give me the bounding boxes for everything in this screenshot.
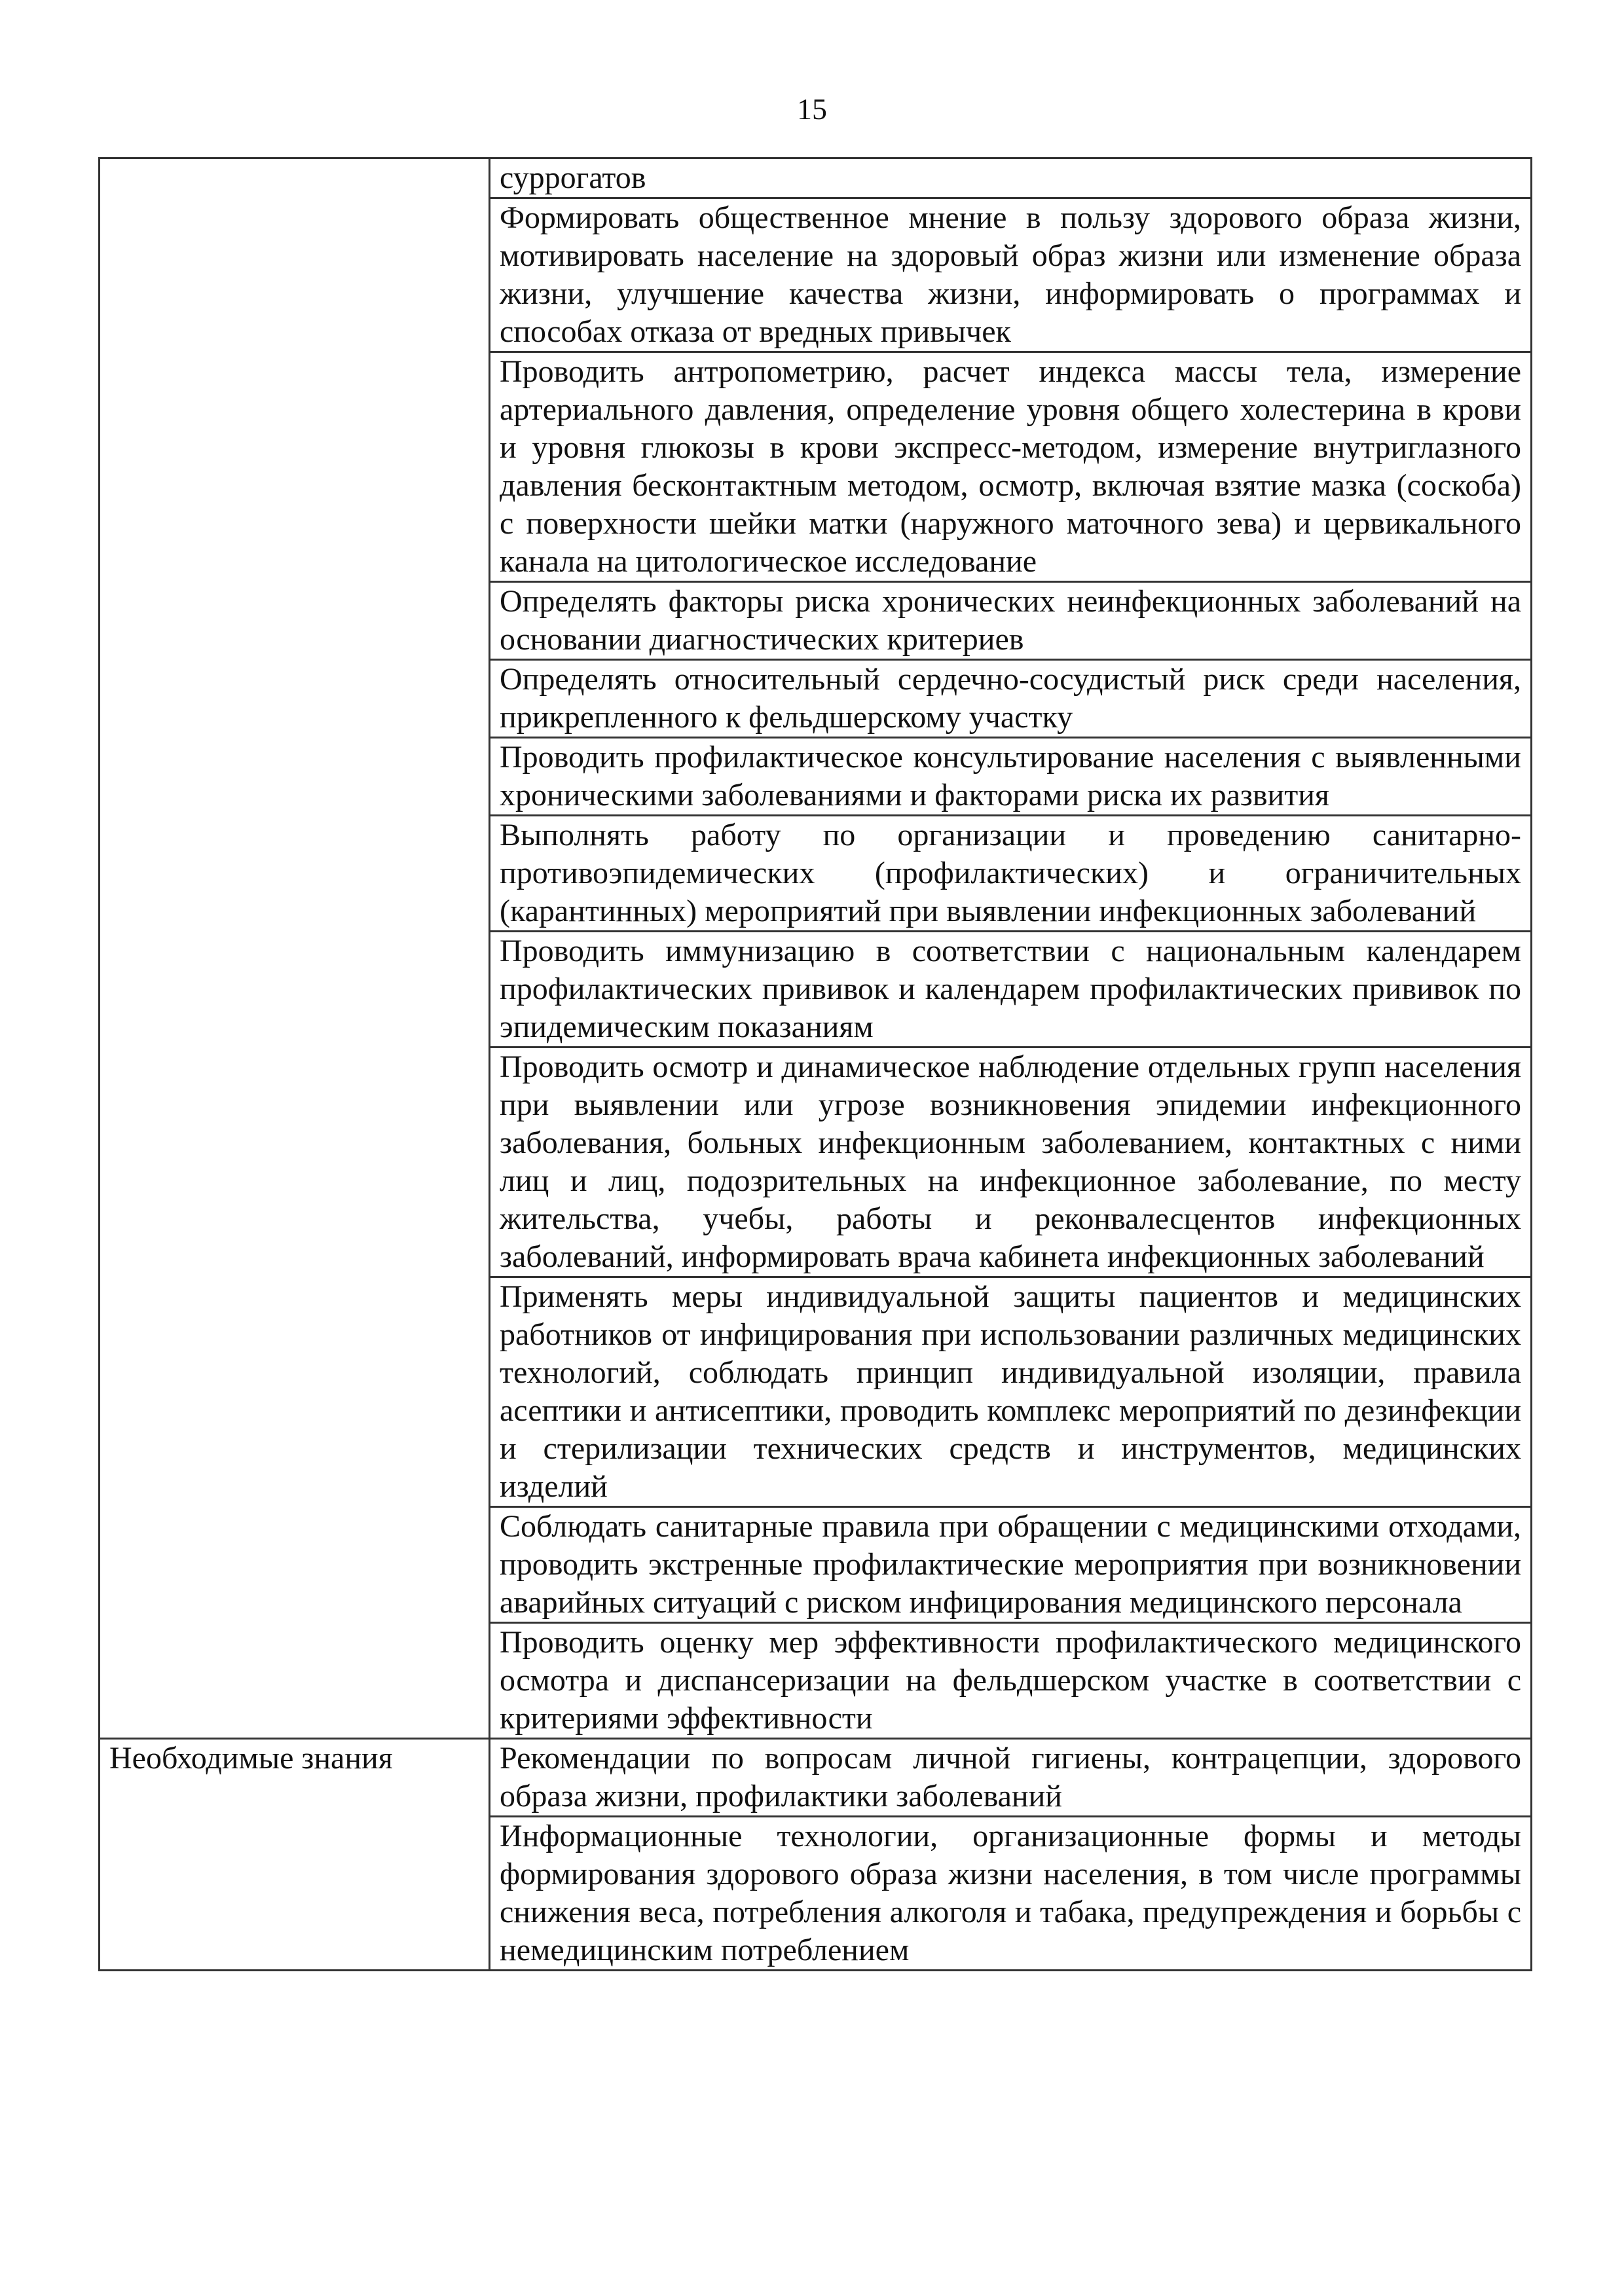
page-number: 15 [797, 92, 827, 126]
table-row [100, 158, 1532, 198]
skill-cell: Проводить осмотр и динамическое наблюдение отдельных групп населения при выявлении или угрозе возникновения эпидемии инфекционного заболевания, больных инфекционным заболеванием, контактных с ними лиц и лиц, подозрительных на инфекционное заболевание, по месту жительства, учебы, работы и реконвалесцентов инфекционных заболеваний, информировать врача кабинета инфекционных заболеваний [490, 1048, 1532, 1277]
requirements-table [98, 157, 1532, 1971]
skill-cell: Определять факторы риска хронических неинфекционных заболеваний на основании диагностических критериев [490, 582, 1532, 660]
skill-cell: суррогатов [490, 158, 1532, 198]
skill-cell: Выполнять работу по организации и проведению санитарно-противоэпидемических (профилактических) и ограничительных (карантинных) мероприятий при выявлении инфекционных заболеваний [490, 816, 1532, 932]
knowledge-label: Необходимые знания [100, 1739, 490, 1971]
table-row [100, 1739, 1532, 1817]
skill-cell: Проводить оценку мер эффективности профилактического медицинского осмотра и диспансеризации на фельдшерском участке в соответствии с критериями эффективности [490, 1623, 1532, 1739]
skill-cell: Проводить профилактическое консультирование населения с выявленными хроническими заболеваниями и факторами риска их развития [490, 738, 1532, 816]
skill-cell: Проводить иммунизацию в соответствии с национальным календарем профилактических прививок и календарем профилактических прививок по эпидемическим показаниям [490, 932, 1532, 1048]
knowledge-cell: Рекомендации по вопросам личной гигиены, контрацепции, здорового образа жизни, профилактики заболеваний [490, 1739, 1532, 1817]
skill-cell: Формировать общественное мнение в пользу здорового образа жизни, мотивировать население на здоровый образ жизни или изменение образа жизни, улучшение качества жизни, информировать о программах и способах отказа от вредных привычек [490, 198, 1532, 352]
label-cell-skills [100, 158, 490, 1739]
skill-cell: Проводить антропометрию, расчет индекса массы тела, измерение артериального давления, определение уровня общего холестерина в крови и уровня глюкозы в крови экспресс-методом, измерение внутриглазного давления бесконтактным методом, осмотр, включая взятие мазка (соскоба) с поверхности шейки матки (наружного маточного зева) и цервикального канала на цитологическое исследование [490, 352, 1532, 582]
skill-cell: Применять меры индивидуальной защиты пациентов и медицинских работников от инфицирования при использовании различных медицинских технологий, соблюдать принцип индивидуальной изоляции, правила асептики и антисептики, проводить комплекс мероприятий по дезинфекции и стерилизации технических средств и инструментов, медицинских изделий [490, 1277, 1532, 1507]
skill-cell: Соблюдать санитарные правила при обращении с медицинскими отходами, проводить экстренные профилактические мероприятия при возникновении аварийных ситуаций с риском инфицирования медицинского персонала [490, 1507, 1532, 1623]
knowledge-cell: Информационные технологии, организационные формы и методы формирования здорового образа жизни населения, в том числе программы снижения веса, потребления алкоголя и табака, предупреждения и борьбы с немедицинским потреблением [490, 1817, 1532, 1971]
skill-cell: Определять относительный сердечно-сосудистый риск среди населения, прикрепленного к фельдшерскому участку [490, 660, 1532, 738]
